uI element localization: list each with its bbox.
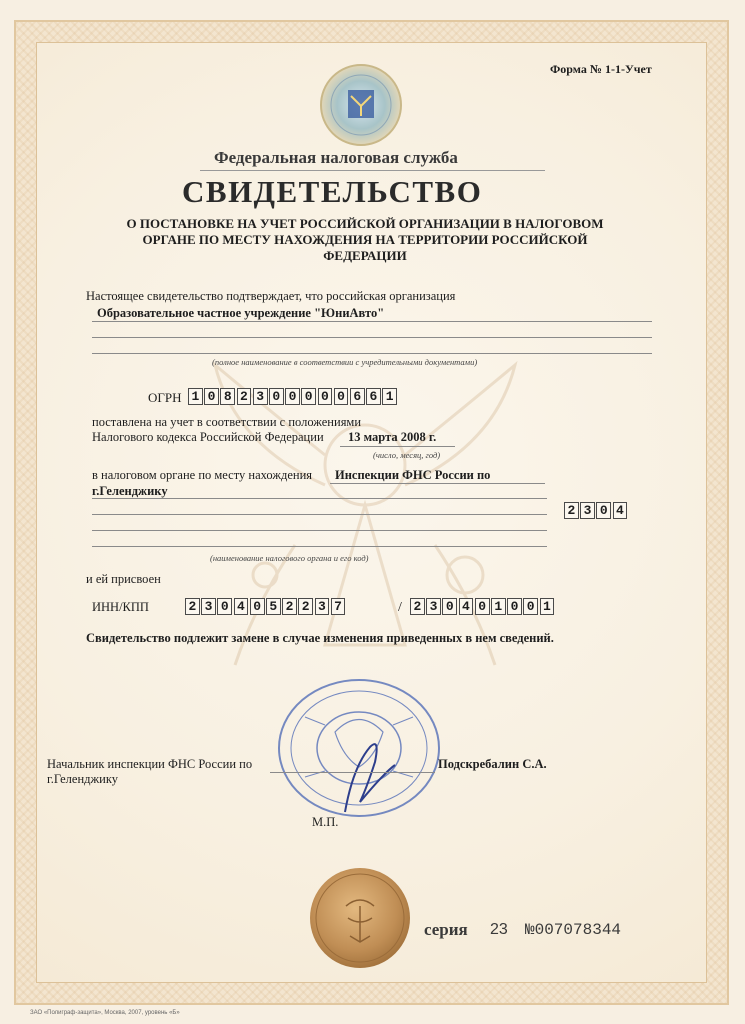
assigned-label: и ей присвоен <box>86 572 161 586</box>
digit-cell: 4 <box>234 598 249 615</box>
agency-underline <box>200 170 545 171</box>
official-stamp <box>275 677 443 819</box>
digit-cell: 1 <box>491 598 506 615</box>
seal-place-label: М.П. <box>312 815 339 829</box>
tax-office-name-2: г.Геленджику <box>92 484 168 498</box>
digit-cell: 2 <box>282 598 297 615</box>
digit-cell: 6 <box>350 388 365 405</box>
registration-text-2: Налогового кодекса Российской Федерации <box>92 430 324 444</box>
digit-cell: 0 <box>475 598 490 615</box>
tax-office-code-cells <box>564 502 629 519</box>
tax-office-label: в налоговом органе по месту нахождения <box>92 468 313 482</box>
organization-name: Образовательное частное учреждение "ЮниАвто" <box>97 306 385 320</box>
series-value: 23 <box>490 921 508 938</box>
digit-cell: 2 <box>298 598 313 615</box>
digit-cell: 2 <box>185 598 200 615</box>
digit-cell: 3 <box>426 598 441 615</box>
document-title: СВИДЕТЕЛЬСТВО <box>182 174 483 209</box>
organization-caption: (полное наименование в соответствии с учредительными документами) <box>212 357 478 367</box>
date-caption: (число, месяц, год) <box>373 450 441 460</box>
digit-cell: 0 <box>204 388 219 405</box>
registration-date: 13 марта 2008 г. <box>348 430 437 444</box>
gold-seal <box>308 866 412 970</box>
digit-cell: 7 <box>331 598 346 615</box>
digit-cell: 3 <box>580 502 595 519</box>
inn-cells <box>185 598 347 615</box>
signer-title-1: Начальник инспекции ФНС России по <box>47 757 253 771</box>
tax-office-name-1: Инспекции ФНС России по <box>335 468 491 482</box>
kpp-cells <box>410 598 556 615</box>
digit-cell: 0 <box>334 388 349 405</box>
agency-name: Федеральная налоговая служба <box>214 148 458 167</box>
digit-cell: 0 <box>301 388 316 405</box>
digit-cell: 0 <box>442 598 457 615</box>
digit-cell: 0 <box>250 598 265 615</box>
inn-kpp-label: ИНН/КПП <box>92 600 149 614</box>
digit-cell: 0 <box>507 598 522 615</box>
ogrn-cells <box>188 388 398 405</box>
hologram-emblem <box>318 62 404 148</box>
intro-text: Настоящее свидетельство подтверждает, что российская организация <box>86 289 456 303</box>
signer-title-2: г.Геленджику <box>47 772 118 786</box>
digit-cell: 4 <box>613 502 628 519</box>
printer-footer: ЗАО «Полиграф-защита», Москва, 2007, уровень «Б» <box>30 1010 180 1016</box>
ogrn-label: ОГРН <box>148 390 182 405</box>
inn-kpp-separator: / <box>398 600 402 615</box>
digit-cell: 0 <box>217 598 232 615</box>
series-label: серия <box>424 920 468 939</box>
digit-cell: 0 <box>596 502 611 519</box>
replacement-notice: Свидетельство подлежит замене в случае изменения приведенных в нем сведений. <box>86 631 554 645</box>
digit-cell: 5 <box>266 598 281 615</box>
digit-cell: 0 <box>269 388 284 405</box>
digit-cell: 8 <box>220 388 235 405</box>
tax-office-caption: (наименование налогового органа и его код) <box>210 553 369 563</box>
document-subtitle: О ПОСТАНОВКЕ НА УЧЕТ РОССИЙСКОЙ ОРГАНИЗАЦИИ В НАЛОГОВОМ ОРГАНЕ ПО МЕСТУ НАХОЖДЕНИЯ НА ТЕРРИТОРИИ РОССИЙСКОЙ ФЕДЕРАЦИИ <box>126 216 604 263</box>
digit-cell: 2 <box>564 502 579 519</box>
digit-cell: 2 <box>237 388 252 405</box>
digit-cell: 1 <box>540 598 555 615</box>
digit-cell: 6 <box>366 388 381 405</box>
digit-cell: 1 <box>382 388 397 405</box>
form-number: Форма № 1-1-Учет <box>550 62 652 76</box>
digit-cell: 1 <box>188 388 203 405</box>
digit-cell: 3 <box>315 598 330 615</box>
certificate-number: №007078344 <box>525 921 622 939</box>
digit-cell: 3 <box>201 598 216 615</box>
digit-cell: 3 <box>253 388 268 405</box>
registration-text-1: поставлена на учет в соответствии с положениями <box>92 415 362 429</box>
digit-cell: 2 <box>410 598 425 615</box>
digit-cell: 0 <box>318 388 333 405</box>
digit-cell: 0 <box>285 388 300 405</box>
digit-cell: 0 <box>523 598 538 615</box>
digit-cell: 4 <box>459 598 474 615</box>
signer-name: Подскребалин С.А. <box>438 757 547 771</box>
